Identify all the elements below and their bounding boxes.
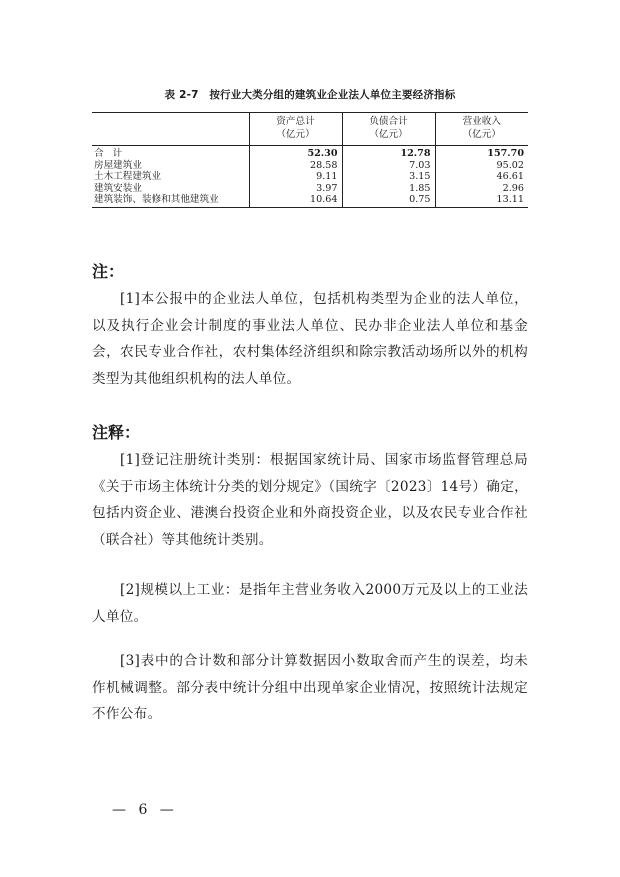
row-label: 建筑装饰、装修和其他建筑业 — [92, 194, 249, 207]
explanation-paragraph-3: [3]表中的合计数和部分计算数据因小数取舍而产生的误差，均未作机械调整。部分表中统计分组中出现单家企业情况，按照统计法规定不作公布。 — [92, 653, 528, 722]
cell-operating-revenue: 95.02 — [435, 160, 528, 172]
header-unit: （亿元） — [462, 129, 501, 140]
cell-total-assets: 9.11 — [249, 171, 342, 183]
cell-total-liabilities: 12.78 — [342, 146, 435, 160]
table-row — [92, 171, 528, 183]
cell-total-assets: 52.30 — [249, 146, 342, 160]
table-header-row — [92, 113, 528, 146]
cell-operating-revenue: 157.70 — [435, 146, 528, 160]
header-total-liabilities — [342, 113, 435, 146]
cell-total-assets: 3.97 — [249, 183, 342, 195]
header-line: 负债合计 — [369, 116, 408, 127]
statistics-table — [92, 112, 528, 208]
header-total-assets — [249, 113, 342, 146]
header-blank — [92, 113, 249, 146]
header-operating-revenue — [435, 113, 528, 146]
cell-total-liabilities: 0.75 — [342, 194, 435, 207]
table-title: 表 2-7 按行业大类分组的建筑业企业法人单位主要经济指标 — [164, 89, 456, 101]
note-heading: 注： — [92, 262, 125, 281]
header-unit: （亿元） — [276, 129, 315, 140]
cell-operating-revenue: 2.96 — [435, 183, 528, 195]
explanation-paragraph-1: [1]登记注册统计类别：根据国家统计局、国家市场监督管理总局《关于市场主体统计分类的划分规定》（国统字〔2023〕14号）确定，包括内资企业、港澳台投资企业和外商投资企业，以及农民专业合作社（联合社）等其他统计类别。 — [92, 452, 528, 548]
cell-total-liabilities: 3.15 — [342, 171, 435, 183]
page-number: — 6 — — [112, 802, 178, 818]
row-label: 土木工程建筑业 — [94, 171, 162, 183]
table-row — [92, 160, 528, 172]
table-row-total — [92, 146, 528, 160]
table-row — [92, 194, 528, 207]
header-line: 营业收入 — [462, 116, 501, 127]
cell-total-assets: 28.58 — [249, 160, 342, 172]
table-row — [92, 183, 528, 195]
cell-total-assets: 10.64 — [249, 194, 342, 207]
cell-total-liabilities: 7.03 — [342, 160, 435, 172]
cell-operating-revenue: 46.61 — [435, 171, 528, 183]
row-label: 房屋建筑业 — [94, 159, 142, 171]
header-line: 资产总计 — [276, 116, 315, 127]
header-unit: （亿元） — [369, 129, 408, 140]
note-paragraph: [1]本公报中的企业法人单位，包括机构类型为企业的法人单位，以及执行企业会计制度的事业法人单位、民办非企业法人单位和基金会，农民专业合作社，农村集体经济组织和除宗教活动场所以外的机构类型为其他组织机构的法人单位。 — [92, 291, 528, 387]
explanation-heading: 注释： — [92, 423, 141, 442]
row-label: 建筑安装业 — [94, 182, 142, 194]
cell-operating-revenue: 13.11 — [435, 194, 528, 207]
row-label: 合计 — [94, 148, 132, 159]
explanation-paragraph-2: [2]规模以上工业：是指年主营业务收入2000万元及以上的工业法人单位。 — [92, 582, 528, 625]
cell-total-liabilities: 1.85 — [342, 183, 435, 195]
